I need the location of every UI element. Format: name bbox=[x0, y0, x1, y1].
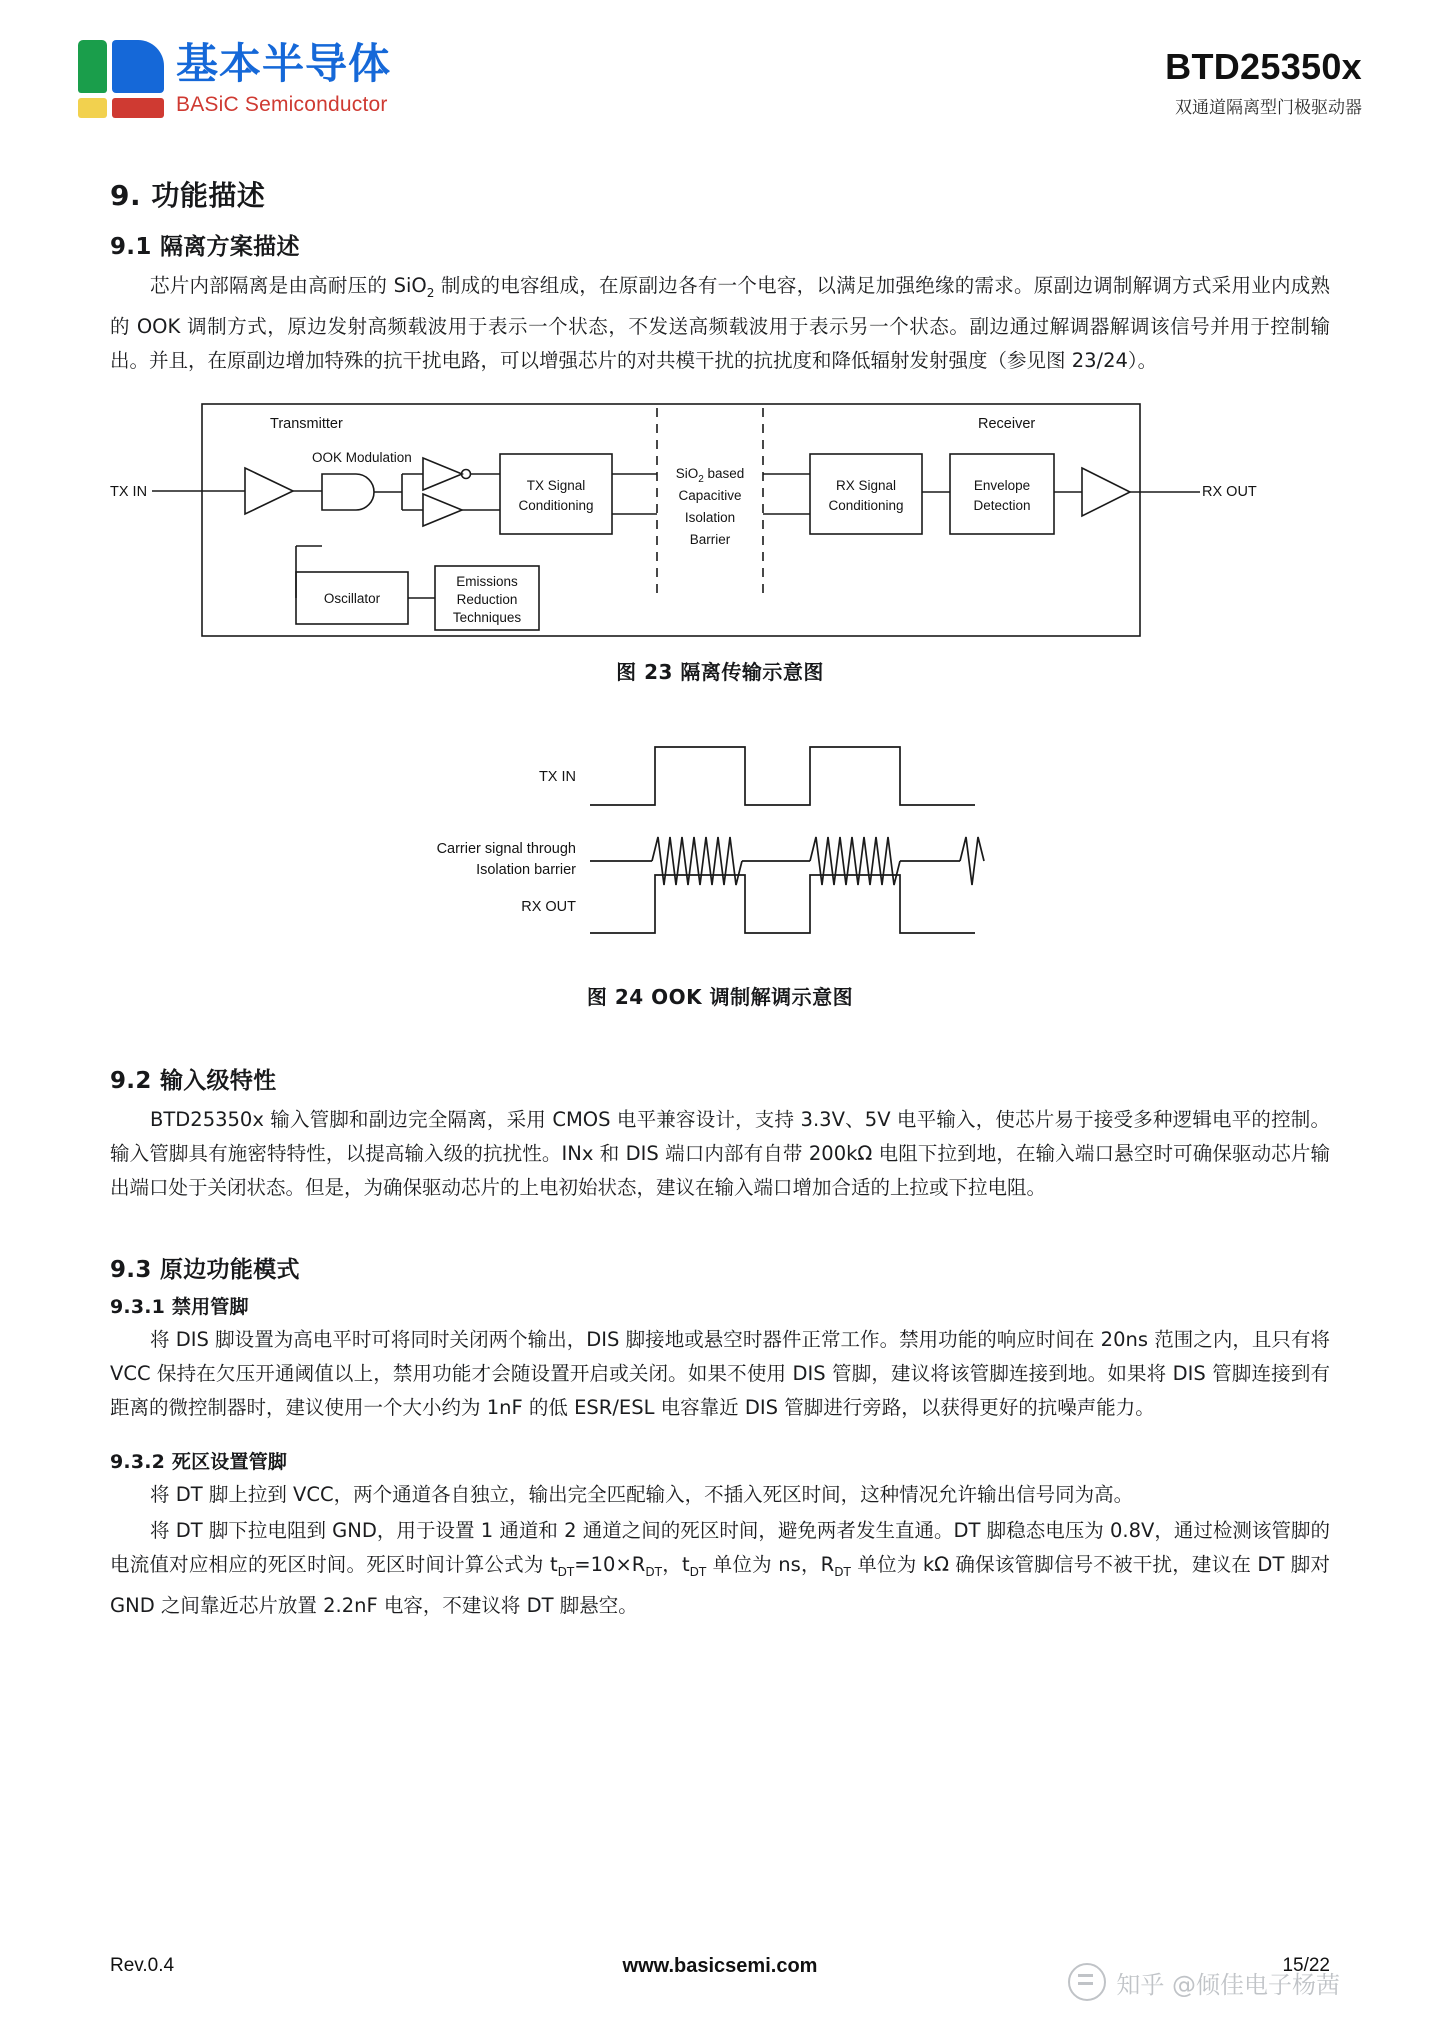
figure-23-block-barrier-line3: Isolation bbox=[684, 509, 736, 525]
para-932-sub2: DT bbox=[645, 1564, 663, 1579]
figure-23-label-receiver: Receiver bbox=[978, 415, 1036, 432]
figure-24-caption: 图 24 OOK 调制解调示意图 bbox=[586, 984, 854, 1009]
logo-square-green bbox=[78, 40, 107, 93]
para-932-part-a: 将 DT 脚下拉电阻到 GND，用于设置 1 通道和 2 通道之间的死区时间，避免两者发生直通。DT 脚稳态电压为 0.8V，通过检测该管脚的电流值对应相应的死区时间。死区时间计算公式为 t bbox=[110, 1518, 1330, 1576]
paragraph-9-1 bbox=[110, 269, 1330, 378]
heading-section-9-2: 9.2 输入级特性 bbox=[110, 1067, 277, 1094]
figure-23-block-oscillator: Oscillator bbox=[323, 590, 381, 606]
logo-mark-icon bbox=[78, 40, 162, 124]
figure-24-label-tx-in: TX IN bbox=[538, 768, 576, 785]
figure-23-block-tx-signal-line2: Conditioning bbox=[518, 497, 594, 513]
footer-page-number: 15/22 bbox=[1282, 1955, 1330, 1976]
figure-23-block-emissions-line1: Emissions bbox=[456, 573, 518, 589]
logo-company-name-en: BASiC Semiconductor bbox=[176, 93, 388, 116]
figure-23-block-barrier-line4: Barrier bbox=[689, 531, 731, 547]
figure-23-label-rx-out: RX OUT bbox=[1202, 483, 1257, 500]
para-932-sub3: DT bbox=[689, 1564, 707, 1579]
zhihu-watermark-icon bbox=[1068, 1963, 1106, 2001]
figure-23-block-tx-signal-line1: TX Signal bbox=[526, 477, 586, 493]
figure-23-block-rx-signal-line1: RX Signal bbox=[835, 477, 897, 493]
para-932-part-d: 单位为 ns，R bbox=[706, 1552, 835, 1576]
logo-company-name-cn: 基本半导体 bbox=[176, 39, 392, 88]
logo-square-yellow bbox=[78, 98, 107, 118]
part-number: BTD25350x bbox=[1165, 46, 1362, 87]
para-9-1-part-a: 芯片内部隔离是由高耐压的 SiO bbox=[150, 274, 427, 297]
figure-23-caption: 图 23 隔离传输示意图 bbox=[616, 659, 824, 684]
figure-23-block-emissions-line3: Techniques bbox=[452, 609, 522, 625]
footer-revision: Rev.0.4 bbox=[110, 1955, 175, 1976]
company-logo bbox=[78, 40, 391, 124]
para-9-1-part-b: 制成的电容组成，在原副边各有一个电容，以满足加强绝缘的需求。原副边调制解调方式采用业内成熟的 OOK 调制方式，原边发射高频载波用于表示一个状态，不发送高频载波用于表示另一个状态。副边通过解调器解调该信号并用于控制输出。并且，在原副边增加特殊的抗干扰电路，可以增强芯片的对共模干扰的抗扰度和降低辐射发射强度（参见图 23/24）。 bbox=[110, 274, 1330, 372]
figure-23-block-envelope-line1: Envelope bbox=[973, 477, 1031, 493]
para-932-part-e: 单位为 kΩ 确保该管脚信号不被干扰，建议在 DT 脚对 GND 之间靠近芯片放置 2.2nF 电容，不建议将 DT 脚悬空。 bbox=[110, 1552, 1330, 1617]
paragraph-9-2: BTD25350x 输入管脚和副边完全隔离，采用 CMOS 电平兼容设计，支持 3.3V、5V 电平输入，使芯片易于接受多种逻辑电平的控制。输入管脚具有施密特特性，以提高输入级的抗扰性。INx 和 DIS 端口内部有自带 200kΩ 电阻下拉到地，在输入端口悬空时可确保驱动芯片输出端口处于关闭状态。但是，为确保驱动芯片的上电初始状态，建议在输入端口增加合适的上拉或下拉电阻。 bbox=[110, 1107, 1330, 1199]
figure-23-svg bbox=[110, 396, 1330, 646]
figure-23-label-transmitter: Transmitter bbox=[270, 415, 343, 432]
logo-text-block bbox=[176, 40, 391, 118]
paragraph-9-3-1: 将 DIS 脚设置为高电平时可将同时关闭两个输出，DIS 脚接地或悬空时器件正常工作。禁用功能的响应时间在 20ns 范围之内，且只有将 VCC 保持在欠压开通阈值以上，禁用功能才会随设置开启或关闭。如果不使用 DIS 管脚，建议将该管脚连接到地。如果将 DIS 管脚连接到有距离的微控制器时，建议使用一个大小约为 1nF 的低 ESR/ESL 电容靠近 DIS 管脚进行旁路，以获得更好的抗噪声能力。 bbox=[110, 1327, 1330, 1419]
paragraph-9-3-2-a: 将 DT 脚上拉到 VCC，两个通道各自独立，输出完全匹配输入，不插入死区时间，这种情况允许输出信号同为高。 bbox=[150, 1482, 1134, 1506]
watermark bbox=[1068, 1963, 1340, 2001]
header-part-info bbox=[1165, 46, 1362, 119]
para-932-sub1: DT bbox=[557, 1564, 575, 1579]
figure-23-label-ook-modulation: OOK Modulation bbox=[312, 449, 412, 465]
figure-23-block-barrier-line1: SiO$_2$ based bbox=[675, 465, 745, 485]
page-content bbox=[0, 150, 1440, 1625]
figure-23-block-barrier-line2: Capacitive bbox=[678, 487, 742, 503]
figure-24-label-carrier-line1: Carrier signal through bbox=[436, 840, 576, 857]
heading-section-9-3: 9.3 原边功能模式 bbox=[110, 1256, 300, 1283]
para-932-sub4: DT bbox=[834, 1564, 851, 1579]
para-9-1-subscript: 2 bbox=[426, 285, 435, 300]
content-column bbox=[110, 174, 1330, 1623]
figure-24 bbox=[110, 711, 1330, 1010]
figure-23-block-rx-signal-line2: Conditioning bbox=[828, 497, 904, 513]
para-932-part-c: ，t bbox=[662, 1552, 690, 1576]
heading-section-9-3-1: 9.3.1 禁用管脚 bbox=[110, 1295, 249, 1318]
heading-section-9-1: 9.1 隔离方案描述 bbox=[110, 234, 300, 260]
figure-23-block-envelope-line2: Detection bbox=[973, 497, 1031, 513]
para-932-part-b: =10×R bbox=[574, 1552, 646, 1576]
figure-24-label-rx-out: RX OUT bbox=[521, 898, 576, 915]
heading-section-9-3-2: 9.3.2 死区设置管脚 bbox=[110, 1450, 288, 1473]
figure-23 bbox=[110, 396, 1330, 685]
logo-square-blue bbox=[112, 40, 164, 93]
heading-section-9: 9. 功能描述 bbox=[110, 179, 266, 212]
paragraph-9-3-2-b bbox=[110, 1514, 1330, 1623]
figure-23-block-emissions-line2: Reduction bbox=[456, 591, 518, 607]
figure-23-label-tx-in: TX IN bbox=[110, 483, 148, 500]
logo-square-red bbox=[112, 98, 164, 118]
footer-url[interactable]: www.basicsemi.com bbox=[622, 1955, 818, 1977]
part-subtitle: 双通道隔离型门极驱动器 bbox=[1175, 98, 1362, 118]
watermark-text: 知乎 @倾佳电子杨茜 bbox=[1116, 1970, 1340, 1999]
figure-24-label-carrier-line2: Isolation barrier bbox=[476, 861, 576, 878]
figure-24-svg bbox=[110, 711, 1330, 971]
page-header bbox=[0, 0, 1440, 148]
